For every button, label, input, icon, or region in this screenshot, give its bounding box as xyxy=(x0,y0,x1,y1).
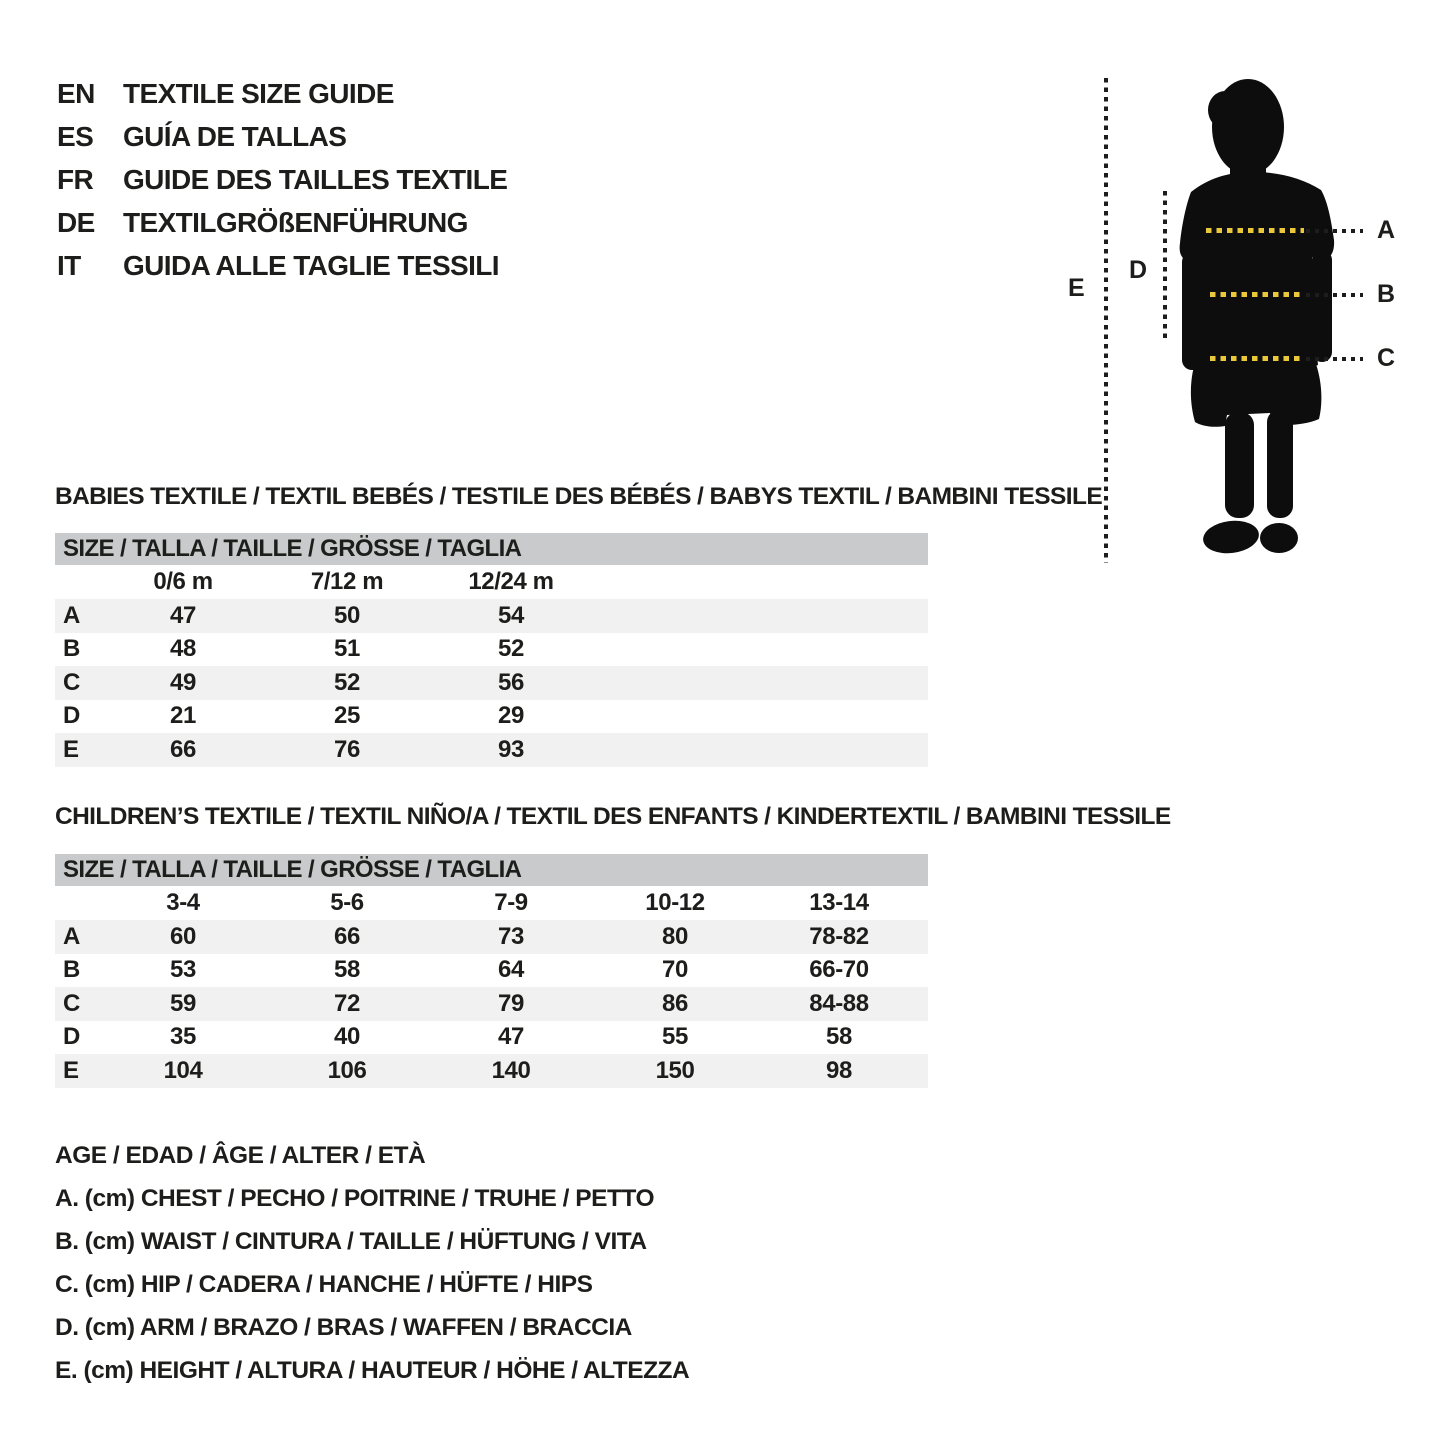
lang-title: GUIDE DES TAILLES TEXTILE xyxy=(123,163,508,195)
column-header: 10-12 xyxy=(645,889,705,916)
cell: 84-88 xyxy=(809,989,869,1017)
measure-label-c: C xyxy=(1377,344,1395,372)
measure-label-b: B xyxy=(1377,280,1395,308)
column-header: 13-14 xyxy=(809,889,869,916)
measurement-legend xyxy=(55,1134,689,1392)
column-header: 5-6 xyxy=(330,889,364,916)
row-label: C xyxy=(63,989,80,1017)
legend-age: AGE / EDAD / ÂGE / ALTER / ETÀ xyxy=(55,1141,426,1169)
table-row xyxy=(55,599,928,633)
cell: 98 xyxy=(826,1056,852,1084)
height-measure-dotted-line-e xyxy=(1104,78,1108,563)
legend-waist: B. (cm) WAIST / CINTURA / TAILLE / HÜFTUNG / VITA xyxy=(55,1227,647,1255)
cell: 55 xyxy=(662,1023,688,1051)
lang-code: FR xyxy=(57,163,94,195)
row-label: E xyxy=(63,735,79,763)
hip-measure-dash-c xyxy=(1210,356,1304,361)
cell: 47 xyxy=(170,601,196,629)
size-header-text: SIZE / TALLA / TAILLE / GRÖSSE / TAGLIA xyxy=(63,535,522,562)
cell: 53 xyxy=(170,956,196,984)
table-row xyxy=(55,1021,928,1055)
cell: 29 xyxy=(498,702,524,730)
cell: 93 xyxy=(498,735,524,763)
cell: 66 xyxy=(334,922,360,950)
column-header: 12/24 m xyxy=(468,568,554,595)
legend-hip: C. (cm) HIP / CADERA / HANCHE / HÜFTE / HIPS xyxy=(55,1270,593,1298)
child-silhouette-image xyxy=(1175,78,1340,565)
cell: 59 xyxy=(170,989,196,1017)
cell: 58 xyxy=(826,1023,852,1051)
lang-title: TEXTILE SIZE GUIDE xyxy=(123,77,394,109)
row-label: D xyxy=(63,1023,80,1051)
cell: 48 xyxy=(170,635,196,663)
cell: 56 xyxy=(498,668,524,696)
children-size-header-bar xyxy=(55,854,928,886)
cell: 21 xyxy=(170,702,196,730)
legend-arm: D. (cm) ARM / BRAZO / BRAS / WAFFEN / BRACCIA xyxy=(55,1313,632,1341)
children-size-table xyxy=(55,854,928,1088)
table-row xyxy=(55,666,928,700)
column-header: 7/12 m xyxy=(310,568,384,595)
lang-title: GUÍA DE TALLAS xyxy=(123,120,347,152)
lang-code: EN xyxy=(57,77,95,109)
lang-code: IT xyxy=(57,249,81,281)
row-label: A xyxy=(63,601,80,629)
cell: 140 xyxy=(491,1056,531,1084)
cell: 40 xyxy=(334,1023,360,1051)
cell: 50 xyxy=(334,601,360,629)
measure-label-d: D xyxy=(1129,256,1147,284)
table-row xyxy=(55,733,928,767)
cell: 150 xyxy=(655,1056,695,1084)
lang-code: DE xyxy=(57,206,95,238)
cell: 66-70 xyxy=(809,956,869,984)
cell: 54 xyxy=(498,601,524,629)
cell: 86 xyxy=(662,989,688,1017)
cell: 52 xyxy=(334,668,360,696)
lang-row-fr xyxy=(57,158,507,201)
legend-chest: A. (cm) CHEST / PECHO / POITRINE / TRUHE / PETTO xyxy=(55,1184,655,1212)
row-label: E xyxy=(63,1056,79,1084)
children-section-heading: CHILDREN’S TEXTILE / TEXTIL NIÑO/A / TEXTIL DES ENFANTS / KINDERTEXTIL / BAMBINI TESSILE xyxy=(55,803,1171,830)
table-row xyxy=(55,987,928,1021)
cell: 51 xyxy=(334,635,360,663)
cell: 73 xyxy=(498,922,524,950)
language-title-list xyxy=(57,72,507,287)
cell: 35 xyxy=(170,1023,196,1051)
row-label: B xyxy=(63,635,80,663)
chest-measure-dash-a xyxy=(1206,228,1304,233)
table-row xyxy=(55,1054,928,1088)
cell: 66 xyxy=(170,735,196,763)
row-label: C xyxy=(63,668,80,696)
cell: 76 xyxy=(334,735,360,763)
column-header: 7-9 xyxy=(494,889,528,916)
cell: 52 xyxy=(498,635,524,663)
column-header: 0/6 m xyxy=(153,568,213,595)
lang-row-it xyxy=(57,244,507,287)
hip-leader-dots-c xyxy=(1306,357,1363,361)
children-column-header-row xyxy=(55,886,928,920)
arm-measure-dotted-line-d xyxy=(1163,191,1167,343)
row-label: D xyxy=(63,702,80,730)
babies-section-heading: BABIES TEXTILE / TEXTIL BEBÉS / TESTILE DES BÉBÉS / BABYS TEXTIL / BAMBINI TESSILE xyxy=(55,483,1103,510)
lang-title: GUIDA ALLE TAGLIE TESSILI xyxy=(123,249,499,281)
measure-label-e: E xyxy=(1068,274,1085,302)
babies-column-header-row xyxy=(55,565,928,599)
lang-title: TEXTILGRÖßENFÜHRUNG xyxy=(123,206,468,238)
table-row xyxy=(55,633,928,667)
row-label: B xyxy=(63,956,80,984)
cell: 49 xyxy=(170,668,196,696)
legend-height: E. (cm) HEIGHT / ALTURA / HAUTEUR / HÖHE / ALTEZZA xyxy=(55,1356,690,1384)
cell: 70 xyxy=(662,956,688,984)
table-row xyxy=(55,700,928,734)
cell: 64 xyxy=(498,956,524,984)
row-label: A xyxy=(63,922,80,950)
cell: 72 xyxy=(334,989,360,1017)
measure-label-a: A xyxy=(1377,216,1395,244)
lang-row-de xyxy=(57,201,507,244)
babies-size-header-bar xyxy=(55,533,928,565)
cell: 104 xyxy=(163,1056,203,1084)
cell: 47 xyxy=(498,1023,524,1051)
table-row xyxy=(55,920,928,954)
babies-size-table xyxy=(55,533,928,767)
cell: 60 xyxy=(170,922,196,950)
cell: 106 xyxy=(327,1056,367,1084)
lang-row-en xyxy=(57,72,507,115)
lang-row-es xyxy=(57,115,507,158)
waist-measure-dash-b xyxy=(1210,292,1301,297)
table-row xyxy=(55,954,928,988)
column-header: 3-4 xyxy=(166,889,200,916)
cell: 58 xyxy=(334,956,360,984)
cell: 79 xyxy=(498,989,524,1017)
cell: 80 xyxy=(662,922,688,950)
cell: 78-82 xyxy=(809,922,869,950)
size-header-text: SIZE / TALLA / TAILLE / GRÖSSE / TAGLIA xyxy=(63,856,522,883)
lang-code: ES xyxy=(57,120,94,152)
cell: 25 xyxy=(334,702,360,730)
waist-leader-dots-b xyxy=(1306,293,1363,297)
chest-leader-dots-a xyxy=(1306,229,1363,233)
